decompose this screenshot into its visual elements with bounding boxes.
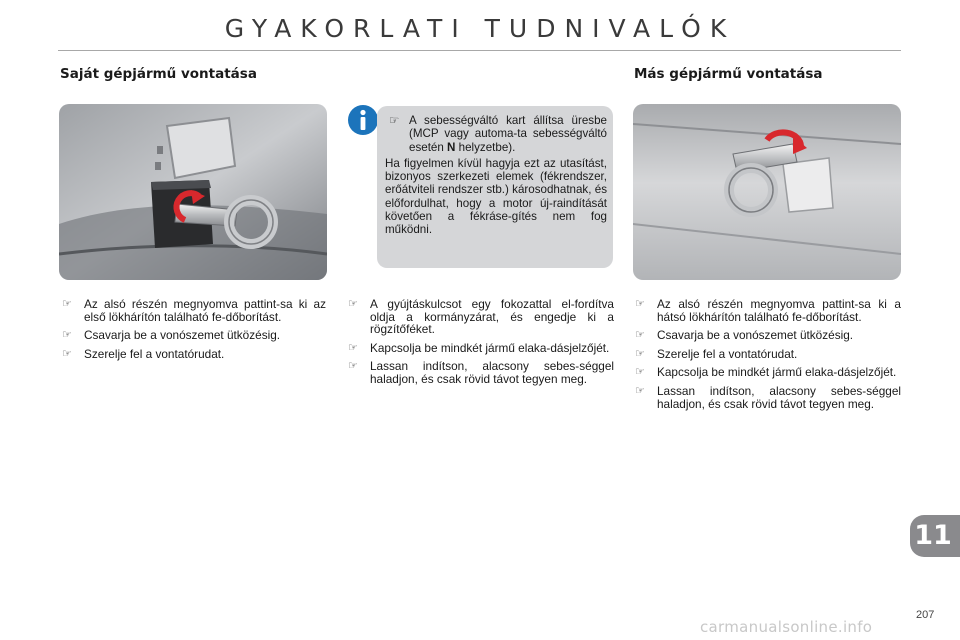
list-item: ☞ Kapcsolja be mindkét jármű elaka-dásjelzőjét. bbox=[635, 365, 897, 380]
pointing-hand-icon: ☞ bbox=[635, 298, 645, 310]
list-item: ☞ Lassan indítson, alacsony sebes-séggel haladjon, és csak rövid távot tegyen meg. bbox=[635, 383, 901, 411]
middle-instructions bbox=[346, 298, 614, 392]
title-divider bbox=[58, 50, 901, 51]
info-icon bbox=[347, 104, 379, 136]
pointing-hand-icon: ☞ bbox=[348, 360, 358, 373]
page-title: GYAKORLATI TUDNIVALÓK bbox=[224, 14, 736, 43]
rear-towing-photo bbox=[633, 104, 901, 280]
pointing-hand-icon: ☞ bbox=[348, 298, 358, 310]
pointing-hand-icon: ☞ bbox=[348, 341, 358, 354]
list-item: ☞ Az alsó részén megnyomva pattint-sa ki az első lökhárítón található fe-dőborítást. bbox=[62, 297, 326, 324]
left-section-heading: Saját gépjármű vontatása bbox=[60, 66, 257, 82]
list-item: ☞ Szerelje fel a vontatórudat. bbox=[62, 346, 225, 361]
right-instructions bbox=[633, 298, 901, 416]
pointing-hand-icon: ☞ bbox=[635, 347, 645, 360]
list-item: ☞ Kapcsolja be mindkét jármű elaka-dásjelzőjét. bbox=[348, 340, 610, 355]
info-bullet: ☞ A sebességváltó kart állítsa üresbe (MCP vagy automa-ta sebességváltó esetén N helyzetbe). bbox=[389, 114, 607, 154]
pointing-hand-icon: ☞ bbox=[62, 298, 72, 310]
right-section-heading: Más gépjármű vontatása bbox=[634, 66, 823, 82]
pointing-hand-icon: ☞ bbox=[62, 347, 72, 360]
pointing-hand-icon: ☞ bbox=[635, 366, 645, 379]
chapter-number: 11 bbox=[914, 520, 952, 551]
watermark: carmanualsonline.info bbox=[700, 618, 873, 636]
list-item: ☞ Csavarja be a vonószemet ütközésig. bbox=[62, 328, 281, 343]
list-item: ☞ Lassan indítson, alacsony sebes-séggel haladjon, és csak rövid távot tegyen meg. bbox=[348, 359, 614, 386]
left-instructions bbox=[60, 298, 326, 366]
pointing-hand-icon: ☞ bbox=[635, 329, 645, 342]
info-box bbox=[377, 106, 613, 268]
front-towing-photo bbox=[59, 104, 327, 280]
pointing-hand-icon: ☞ bbox=[62, 329, 72, 342]
list-item: ☞ Csavarja be a vonószemet ütközésig. bbox=[635, 328, 854, 343]
page-number: 207 bbox=[916, 609, 935, 621]
pointing-hand-icon: ☞ bbox=[389, 114, 400, 127]
list-item: ☞ Az alsó részén megnyomva pattint-sa ki a hátsó lökhárítón található fe-dőborítást. bbox=[635, 297, 901, 324]
list-item: ☞ Szerelje fel a vontatórudat. bbox=[635, 346, 798, 361]
pointing-hand-icon: ☞ bbox=[635, 384, 645, 397]
info-paragraph: Ha figyelmen kívül hagyja ezt az utasítást, bizonyos szerkezeti elemek (fékrendszer, erőátviteli rendszer stb.) károsodhatnak, és előfordulhat, hogy a motor új-raindítását követően a fékráse-gítés nem fog működni. bbox=[385, 156, 607, 237]
list-item: ☞ A gyújtáskulcsot egy fokozattal el-fordítva oldja a kormányzárat, és engedje ki a rögzítőféket. bbox=[348, 297, 614, 337]
